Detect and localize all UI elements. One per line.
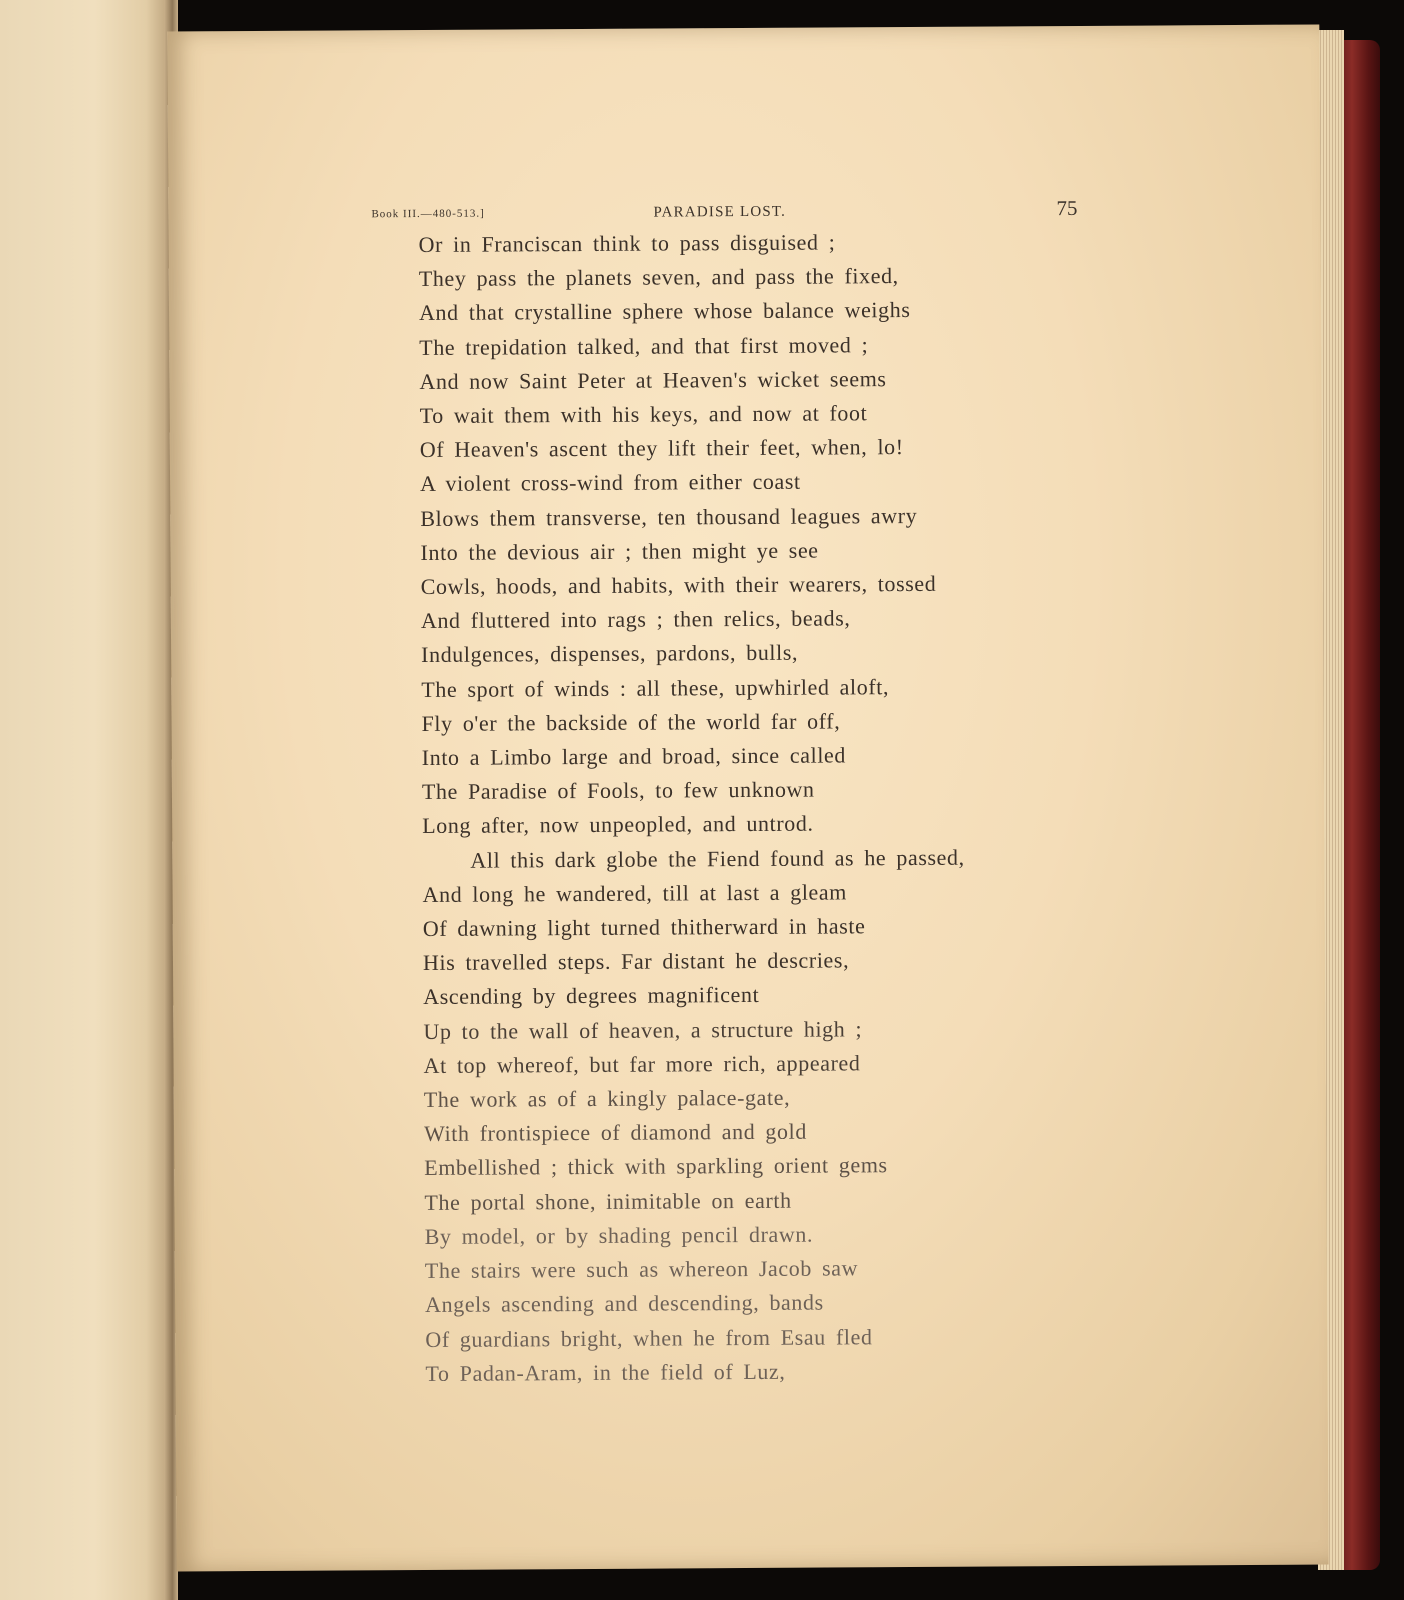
poem-line: The trepidation talked, and that first moved ; (419, 331, 869, 360)
poem-line: And long he wandered, till at last a gleam (422, 879, 848, 907)
poem-line: With frontispiece of diamond and gold (423, 1118, 807, 1147)
poem-text (419, 224, 1126, 1391)
poem-line: And fluttered into rags ; then relics, beads, (420, 605, 851, 634)
running-title: PARADISE LOST. (653, 203, 787, 221)
poem-line: Or in Franciscan think to pass disguised ; (418, 229, 836, 258)
poem-line: And now Saint Peter at Heaven's wicket seems (419, 365, 887, 394)
poem-line: To wait them with his keys, and now at foot (419, 400, 868, 429)
book-line-reference: Book III.—480-513.] (371, 207, 485, 221)
poem-line: A violent cross-wind from either coast (419, 469, 801, 497)
poem-line: Fly o'er the backside of the world far off, (421, 708, 841, 736)
page-number: 75 (1056, 195, 1078, 221)
poem-line: The Paradise of Fools, to few unknown (421, 776, 815, 805)
poem-line: Up to the wall of heaven, a structure high ; (423, 1015, 863, 1044)
poem-line: Ascending by degrees magnificent (423, 982, 760, 1010)
poem-line: By model, or by shading pencil drawn. (424, 1221, 814, 1249)
poem-line: The work as of a kingly palace-gate, (423, 1084, 791, 1113)
poem-line: Embellished ; thick with sparkling orient gems (424, 1152, 888, 1181)
poem-line: At top whereof, but far more rich, appeared (423, 1050, 861, 1078)
running-head (168, 184, 1320, 231)
poem-line: Into a Limbo large and broad, since called (421, 742, 847, 771)
poem-line: They pass the planets seven, and pass the fixed, (418, 263, 899, 292)
poem-line: Cowls, hoods, and habits, with their wearers, tossed (420, 570, 937, 600)
poem-line: Into the devious air ; then might ye see (420, 537, 819, 565)
poem-line: Of Heaven's ascent they lift their feet, when, lo! (419, 434, 904, 463)
right-page (167, 24, 1328, 1571)
left-page-edge (0, 0, 172, 1600)
poem-line: Long after, now unpeopled, and untrod. (422, 811, 814, 839)
red-cover-edge (1340, 40, 1380, 1570)
poem-line: The stairs were such as whereon Jacob saw (424, 1255, 859, 1284)
poem-line: Of guardians bright, when he from Esau fled (425, 1323, 873, 1352)
poem-line: The sport of winds : all these, upwhirled aloft, (421, 673, 890, 702)
poem-line: His travelled steps. Far distant he descries, (422, 947, 850, 976)
poem-line: Of dawning light turned thitherward in haste (422, 913, 866, 942)
poem-line: To Padan-Aram, in the field of Luz, (425, 1358, 786, 1386)
poem-line: The portal shone, inimitable on earth (424, 1187, 792, 1215)
poem-line: Angels ascending and descending, bands (425, 1289, 824, 1318)
poem-line: Blows them transverse, ten thousand leagues awry (420, 502, 918, 531)
poem-line-indented: All this dark globe the Fiend found as he passed, (470, 844, 965, 873)
poem-line: Indulgences, dispenses, pardons, bulls, (421, 640, 799, 668)
poem-line: And that crystalline sphere whose balance weighs (418, 297, 911, 326)
